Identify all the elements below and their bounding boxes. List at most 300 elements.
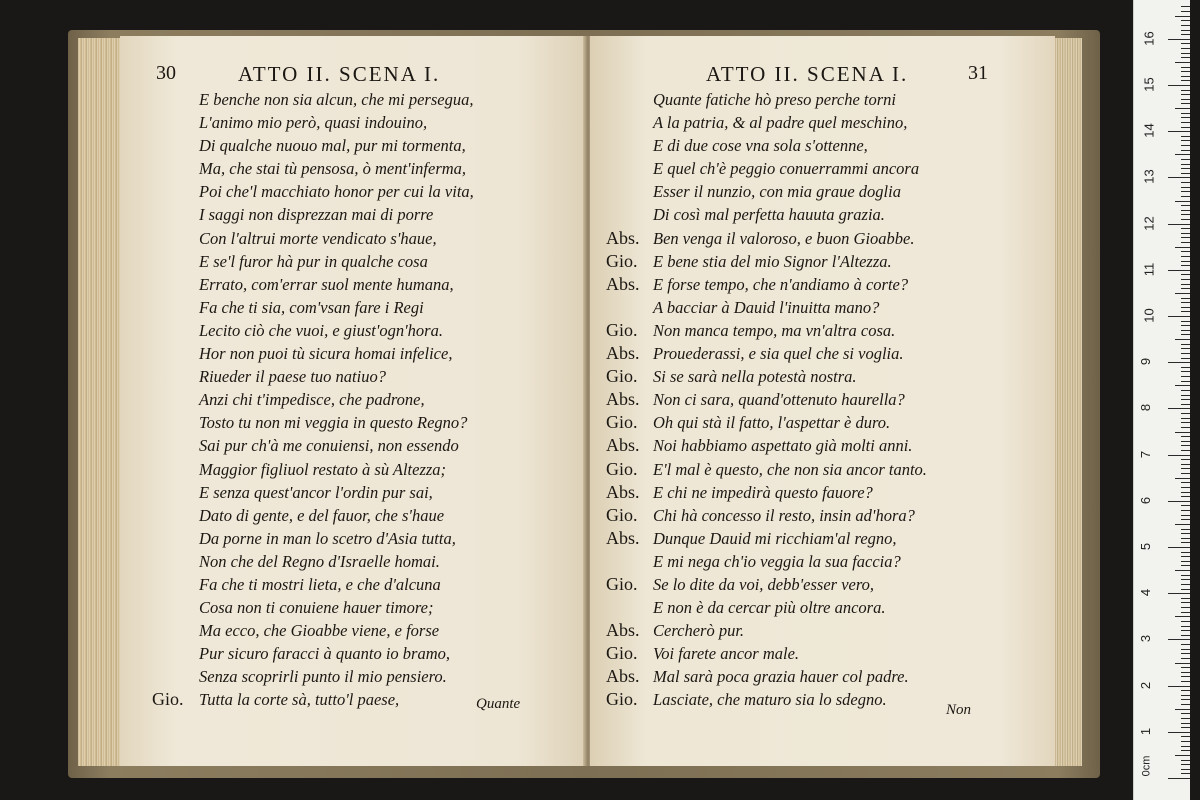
ruler-tick xyxy=(1181,20,1190,21)
ruler-tick xyxy=(1181,53,1190,54)
ruler-number: 14 xyxy=(1141,123,1157,138)
verse-text: Ben venga il valoroso, e buon Gioabbe. xyxy=(653,228,915,248)
verse-line xyxy=(606,527,927,550)
verse-text: Non ci sara, quand'ottenuto haurella? xyxy=(653,390,905,410)
ruler-tick xyxy=(1181,117,1190,118)
ruler-tick xyxy=(1181,649,1190,650)
ruler-tick xyxy=(1181,653,1190,654)
ruler-tick xyxy=(1175,478,1190,479)
ruler-tick xyxy=(1181,298,1190,299)
ruler-tick xyxy=(1175,201,1190,202)
verse-text: Errato, com'errar suol mente humana, xyxy=(199,274,454,294)
verse-text: A bacciar à Dauid l'inuitta mano? xyxy=(653,297,880,317)
ruler-tick xyxy=(1181,769,1190,770)
ruler-tick xyxy=(1181,422,1190,423)
speaker-label: Gio. xyxy=(606,250,638,271)
ruler-tick xyxy=(1181,672,1190,673)
ruler-tick xyxy=(1181,626,1190,627)
ruler-number: 5 xyxy=(1138,542,1154,551)
ruler-tick xyxy=(1168,39,1190,40)
speaker-label: Gio. xyxy=(606,366,638,387)
verse-line xyxy=(152,365,474,388)
ruler-tick xyxy=(1181,57,1190,58)
verse-line xyxy=(152,250,474,273)
running-header: ATTO II. SCENA I. xyxy=(706,62,909,86)
ruler-tick xyxy=(1181,399,1190,400)
ruler-tick xyxy=(1181,376,1190,377)
verse-lines xyxy=(606,88,927,712)
verse-text: Dato di gente, e del fauor, che s'haue xyxy=(199,505,445,525)
ruler-tick xyxy=(1181,760,1190,761)
ruler-tick xyxy=(1175,432,1190,433)
ruler-tick xyxy=(1181,150,1190,151)
speaker-label: Gio. xyxy=(606,319,638,340)
ruler-tick xyxy=(1175,62,1190,63)
ruler-tick xyxy=(1181,741,1190,742)
ruler-tick xyxy=(1181,681,1190,682)
ruler-tick xyxy=(1181,265,1190,266)
ruler-tick xyxy=(1168,501,1190,502)
ruler-tick xyxy=(1181,529,1190,530)
ruler-tick xyxy=(1181,191,1190,192)
ruler-tick xyxy=(1168,639,1190,640)
verse-text: Di qualche nuouo mal, pur mi tormenta, xyxy=(199,136,466,156)
ruler-tick xyxy=(1168,593,1190,594)
ruler-tick xyxy=(1181,459,1190,460)
verse-text: E'l mal è questo, che non sia ancor tanto. xyxy=(653,459,927,479)
verse-line xyxy=(606,342,927,365)
ruler-tick xyxy=(1175,385,1190,386)
ruler-number: 7 xyxy=(1138,450,1154,458)
ruler-tick xyxy=(1168,224,1190,225)
ruler-tick xyxy=(1181,746,1190,747)
verse-line xyxy=(606,319,927,342)
speaker-label: Gio. xyxy=(606,504,638,525)
ruler-tick xyxy=(1175,570,1190,571)
verse-line xyxy=(606,227,927,250)
ruler-tick xyxy=(1181,584,1190,585)
ruler-tick xyxy=(1181,612,1190,613)
ruler-number: 6 xyxy=(1138,496,1154,504)
ruler-tick xyxy=(1181,288,1190,289)
ruler-tick xyxy=(1181,196,1190,197)
ruler-number: 9 xyxy=(1138,358,1154,366)
verse-text: Anzi chi t'impedisce, che padrone, xyxy=(199,390,425,410)
verse-text: Dunque Dauid mi ricchiam'al regno, xyxy=(653,528,897,548)
verse-line xyxy=(152,203,474,226)
ruler-tick xyxy=(1181,764,1190,765)
verse-text: E non è da cercar più oltre ancora. xyxy=(653,598,886,618)
ruler-number: 10 xyxy=(1141,308,1157,323)
ruler-tick xyxy=(1175,16,1190,17)
speaker-label: Gio. xyxy=(152,689,184,710)
verse-text: Lasciate, che maturo sia lo sdegno. xyxy=(653,690,887,710)
right-page xyxy=(590,36,1055,766)
ruler-unit-label: 0cm xyxy=(1140,755,1153,777)
verse-line xyxy=(152,411,474,434)
verse-text: Tosto tu non mi veggia in questo Regno? xyxy=(199,413,468,433)
verse-line xyxy=(606,504,927,527)
ruler-tick xyxy=(1181,210,1190,211)
verse-line xyxy=(152,596,474,619)
verse-line xyxy=(152,458,474,481)
verse-line xyxy=(152,665,474,688)
ruler-tick xyxy=(1181,237,1190,238)
ruler-tick xyxy=(1181,676,1190,677)
verse-line xyxy=(606,296,927,319)
ruler-tick xyxy=(1181,168,1190,169)
speaker-label: Abs. xyxy=(606,227,640,248)
verse-text: Esser il nunzio, con mia graue doglia xyxy=(653,182,901,202)
ruler-tick xyxy=(1168,408,1190,409)
ruler-tick xyxy=(1181,565,1190,566)
ruler-tick xyxy=(1181,538,1190,539)
ruler-tick xyxy=(1181,302,1190,303)
ruler-tick xyxy=(1181,635,1190,636)
page-number: 30 xyxy=(156,62,176,84)
ruler-tick xyxy=(1181,48,1190,49)
verse-line xyxy=(606,157,927,180)
ruler-tick xyxy=(1181,713,1190,714)
verse-text: E benche non sia alcun, che mi persegua, xyxy=(199,90,474,109)
ruler-tick xyxy=(1175,247,1190,248)
ruler-tick xyxy=(1181,159,1190,160)
verse-text: Sai pur ch'à me conuiensi, non essendo xyxy=(199,436,459,456)
speaker-label: Abs. xyxy=(606,389,640,410)
verse-text: A la patria, & al padre quel meschino, xyxy=(653,113,908,133)
speaker-label: Gio. xyxy=(606,573,638,594)
ruler-tick xyxy=(1168,547,1190,548)
ruler-tick xyxy=(1181,556,1190,557)
ruler-tick xyxy=(1181,103,1190,104)
verse-line xyxy=(152,88,474,111)
ruler-tick xyxy=(1181,718,1190,719)
speaker-label: Gio. xyxy=(606,689,638,710)
ruler-tick xyxy=(1175,616,1190,617)
verse-line xyxy=(152,642,474,665)
ruler-tick xyxy=(1181,242,1190,243)
ruler-tick xyxy=(1181,482,1190,483)
verse-line xyxy=(606,388,927,411)
ruler-tick xyxy=(1181,321,1190,322)
ruler-tick xyxy=(1168,270,1190,271)
verse-text: Non manca tempo, ma vn'altra cosa. xyxy=(653,320,896,340)
verse-text: Con l'altrui morte vendicato s'haue, xyxy=(199,228,437,248)
verse-line xyxy=(606,365,927,388)
speaker-label: Gio. xyxy=(606,458,638,479)
ruler-number: 16 xyxy=(1141,31,1157,46)
ruler-tick xyxy=(1181,575,1190,576)
ruler-tick xyxy=(1181,736,1190,737)
verse-text: Oh qui stà il fatto, l'aspettar è duro. xyxy=(653,413,891,433)
ruler-tick xyxy=(1181,533,1190,534)
ruler-tick xyxy=(1181,353,1190,354)
ruler-tick xyxy=(1181,256,1190,257)
ruler-tick xyxy=(1181,690,1190,691)
verse-text: Non che del Regno d'Israelle homai. xyxy=(199,551,440,571)
verse-line xyxy=(606,619,927,642)
ruler-number: 15 xyxy=(1141,77,1157,92)
ruler-tick xyxy=(1181,602,1190,603)
ruler-tick xyxy=(1181,750,1190,751)
ruler-tick xyxy=(1168,778,1190,779)
catchword: Non xyxy=(946,702,972,718)
speaker-label: Abs. xyxy=(606,481,640,502)
ruler-tick xyxy=(1181,34,1190,35)
verse-line xyxy=(606,642,927,665)
ruler-tick xyxy=(1181,473,1190,474)
ruler-tick xyxy=(1181,99,1190,100)
verse-line xyxy=(152,134,474,157)
verse-text: Riueder il paese tuo natiuo? xyxy=(199,367,386,387)
verse-line xyxy=(606,411,927,434)
ruler-tick xyxy=(1181,43,1190,44)
ruler-tick xyxy=(1181,182,1190,183)
ruler-tick xyxy=(1181,404,1190,405)
ruler-tick xyxy=(1181,542,1190,543)
ruler-tick xyxy=(1175,293,1190,294)
ruler-tick xyxy=(1168,686,1190,687)
ruler-tick xyxy=(1175,709,1190,710)
verse-text: Lecito ciò che vuoi, e giust'ogn'hora. xyxy=(199,320,443,340)
verse-text: L'animo mio però, quasi indouino, xyxy=(199,113,428,133)
ruler-tick xyxy=(1175,339,1190,340)
verse-text: Prouederassi, e sia quel che si voglia. xyxy=(653,344,904,364)
ruler-number: 11 xyxy=(1141,262,1157,277)
speaker-label: Abs. xyxy=(606,666,640,687)
ruler-tick xyxy=(1181,67,1190,68)
ruler-tick xyxy=(1181,667,1190,668)
ruler-tick xyxy=(1181,127,1190,128)
ruler-tick xyxy=(1181,367,1190,368)
ruler-tick xyxy=(1181,695,1190,696)
verse-text: Fa che ti mostri lieta, e che d'alcuna xyxy=(199,574,441,594)
ruler-number: 3 xyxy=(1138,635,1154,643)
verse-text: Ma ecco, che Gioabbe viene, e forse xyxy=(199,621,440,641)
verse-text: Se lo dite da voi, debb'esser vero, xyxy=(653,574,875,594)
ruler-tick xyxy=(1181,11,1190,12)
verse-text: Si se sarà nella potestà nostra. xyxy=(653,367,857,387)
ruler-tick xyxy=(1181,228,1190,229)
ruler-tick xyxy=(1181,30,1190,31)
verse-text: E chi ne impedirà questo fauore? xyxy=(653,482,873,502)
ruler-number: 8 xyxy=(1138,404,1154,412)
ruler-tick xyxy=(1181,122,1190,123)
verse-line xyxy=(606,273,927,296)
verse-text: I saggi non disprezzan mai di porre xyxy=(199,205,434,225)
ruler-tick xyxy=(1181,348,1190,349)
verse-line xyxy=(606,250,927,273)
ruler-number: 2 xyxy=(1138,681,1154,689)
verse-text: Noi habbiamo aspettato già molti anni. xyxy=(653,436,913,456)
ruler-tick xyxy=(1175,663,1190,664)
ruler-tick xyxy=(1181,261,1190,262)
ruler-tick xyxy=(1181,80,1190,81)
verse-line xyxy=(152,180,474,203)
verse-text: E forse tempo, che n'andiamo à corte? xyxy=(653,274,909,294)
ruler-tick xyxy=(1181,515,1190,516)
page-number: 31 xyxy=(968,62,988,84)
ruler-tick xyxy=(1181,505,1190,506)
verse-text: E se'l furor hà pur in qualche cosa xyxy=(199,251,428,271)
ruler-tick xyxy=(1181,723,1190,724)
verse-line xyxy=(606,573,927,596)
ruler-tick xyxy=(1181,71,1190,72)
ruler-tick xyxy=(1181,164,1190,165)
ruler-tick xyxy=(1181,219,1190,220)
ruler-tick xyxy=(1181,311,1190,312)
verse-line xyxy=(152,504,474,527)
verse-line xyxy=(606,434,927,457)
ruler-tick xyxy=(1181,441,1190,442)
speaker-label: Abs. xyxy=(606,435,640,456)
verse-text: E senza quest'ancor l'ordin pur sai, xyxy=(199,482,433,502)
verse-text: Da porne in man lo scetro d'Asia tutta, xyxy=(199,528,456,548)
ruler-tick xyxy=(1181,94,1190,95)
ruler-tick xyxy=(1168,455,1190,456)
ruler-tick xyxy=(1181,436,1190,437)
ruler-tick xyxy=(1181,704,1190,705)
ruler-number: 12 xyxy=(1141,215,1157,231)
verse-line xyxy=(152,434,474,457)
ruler-tick xyxy=(1175,524,1190,525)
verse-line xyxy=(606,596,927,619)
ruler-tick xyxy=(1181,413,1190,414)
ruler-tick xyxy=(1181,699,1190,700)
ruler-tick xyxy=(1181,607,1190,608)
ruler-tick xyxy=(1181,589,1190,590)
speaker-label: Abs. xyxy=(606,343,640,364)
verse-text: Chi hà concesso il resto, insin ad'hora? xyxy=(653,505,915,525)
ruler-tick xyxy=(1181,773,1190,774)
ruler-tick xyxy=(1181,496,1190,497)
verse-line xyxy=(152,388,474,411)
ruler-tick xyxy=(1181,90,1190,91)
speaker-label: Gio. xyxy=(606,412,638,433)
verse-text: Cosa non ti conuiene hauer timore; xyxy=(199,598,434,618)
verse-line xyxy=(606,458,927,481)
ruler-tick xyxy=(1181,658,1190,659)
verse-text: Voi farete ancor male. xyxy=(653,644,800,664)
ruler-tick xyxy=(1175,154,1190,155)
ruler-tick xyxy=(1181,344,1190,345)
ruler-tick xyxy=(1181,464,1190,465)
verse-text: Cercherò pur. xyxy=(653,621,745,641)
ruler-tick xyxy=(1181,25,1190,26)
verse-text: Fa che ti sia, com'vsan fare i Regi xyxy=(199,297,424,317)
ruler-tick xyxy=(1181,598,1190,599)
ruler-tick xyxy=(1181,187,1190,188)
verse-line xyxy=(152,296,474,319)
verse-text: Maggior figliuol restato à sù Altezza; xyxy=(199,459,447,479)
verse-line xyxy=(606,88,927,111)
ruler-tick xyxy=(1181,727,1190,728)
ruler-tick xyxy=(1168,316,1190,317)
verse-line xyxy=(152,319,474,342)
ruler-tick xyxy=(1181,492,1190,493)
speaker-label: Abs. xyxy=(606,527,640,548)
verse-text: Ma, che stai tù pensosa, ò ment'inferma, xyxy=(199,159,467,179)
verse-line xyxy=(606,665,927,688)
catchword: Quante xyxy=(476,696,521,712)
verse-line xyxy=(152,573,474,596)
ruler-tick xyxy=(1181,173,1190,174)
ruler-tick xyxy=(1181,468,1190,469)
ruler-tick xyxy=(1181,519,1190,520)
ruler-tick xyxy=(1181,279,1190,280)
ruler-tick xyxy=(1181,381,1190,382)
speaker-label: Abs. xyxy=(606,273,640,294)
ruler-tick xyxy=(1168,131,1190,132)
verse-text: E di due cose vna sola s'ottenne, xyxy=(653,136,868,156)
verse-line xyxy=(606,203,927,226)
ruler-tick xyxy=(1181,552,1190,553)
left-page xyxy=(120,36,586,766)
ruler-tick xyxy=(1181,113,1190,114)
ruler-tick xyxy=(1181,145,1190,146)
ruler-tick xyxy=(1181,330,1190,331)
ruler-tick xyxy=(1168,732,1190,733)
verse-line xyxy=(606,550,927,573)
ruler-tick xyxy=(1181,621,1190,622)
ruler-tick xyxy=(1181,630,1190,631)
verse-line xyxy=(606,111,927,134)
verse-line xyxy=(152,273,474,296)
verse-line xyxy=(152,619,474,642)
ruler-tick xyxy=(1181,644,1190,645)
verse-line xyxy=(606,180,927,203)
ruler-tick xyxy=(1181,487,1190,488)
ruler-tick xyxy=(1181,390,1190,391)
ruler-tick xyxy=(1168,177,1190,178)
speaker-label: Gio. xyxy=(606,643,638,664)
verse-line xyxy=(606,134,927,157)
verse-line xyxy=(152,688,474,711)
verse-text: Mal sarà poca grazia hauer col padre. xyxy=(653,667,909,687)
ruler-tick xyxy=(1181,579,1190,580)
ruler-number: 13 xyxy=(1141,169,1157,185)
ruler-tick xyxy=(1181,6,1190,7)
ruler-tick xyxy=(1181,445,1190,446)
ruler-tick xyxy=(1181,561,1190,562)
ruler-tick xyxy=(1168,362,1190,363)
ruler-tick xyxy=(1168,85,1190,86)
ruler-tick xyxy=(1181,510,1190,511)
verse-line xyxy=(152,527,474,550)
verse-text: Hor non puoi tù sicura homai infelice, xyxy=(199,344,453,364)
ruler-tick xyxy=(1181,371,1190,372)
ruler-tick xyxy=(1181,205,1190,206)
ruler-tick xyxy=(1181,233,1190,234)
ruler-tick xyxy=(1181,325,1190,326)
ruler-tick xyxy=(1181,307,1190,308)
verse-line xyxy=(152,227,474,250)
ruler-number: 4 xyxy=(1138,589,1154,597)
ruler-tick xyxy=(1175,108,1190,109)
verse-text: Senza scoprirli punto il mio pensiero. xyxy=(199,667,447,687)
page-edges-right xyxy=(1052,38,1082,766)
ruler-tick xyxy=(1181,418,1190,419)
verse-line xyxy=(152,111,474,134)
ruler-tick xyxy=(1181,450,1190,451)
verse-text: E bene stia del mio Signor l'Altezza. xyxy=(653,251,892,271)
ruler-tick xyxy=(1181,334,1190,335)
verse-lines xyxy=(152,88,474,712)
ruler-tick xyxy=(1175,755,1190,756)
ruler-tick xyxy=(1181,136,1190,137)
ruler-tick xyxy=(1181,395,1190,396)
ruler-tick xyxy=(1181,427,1190,428)
